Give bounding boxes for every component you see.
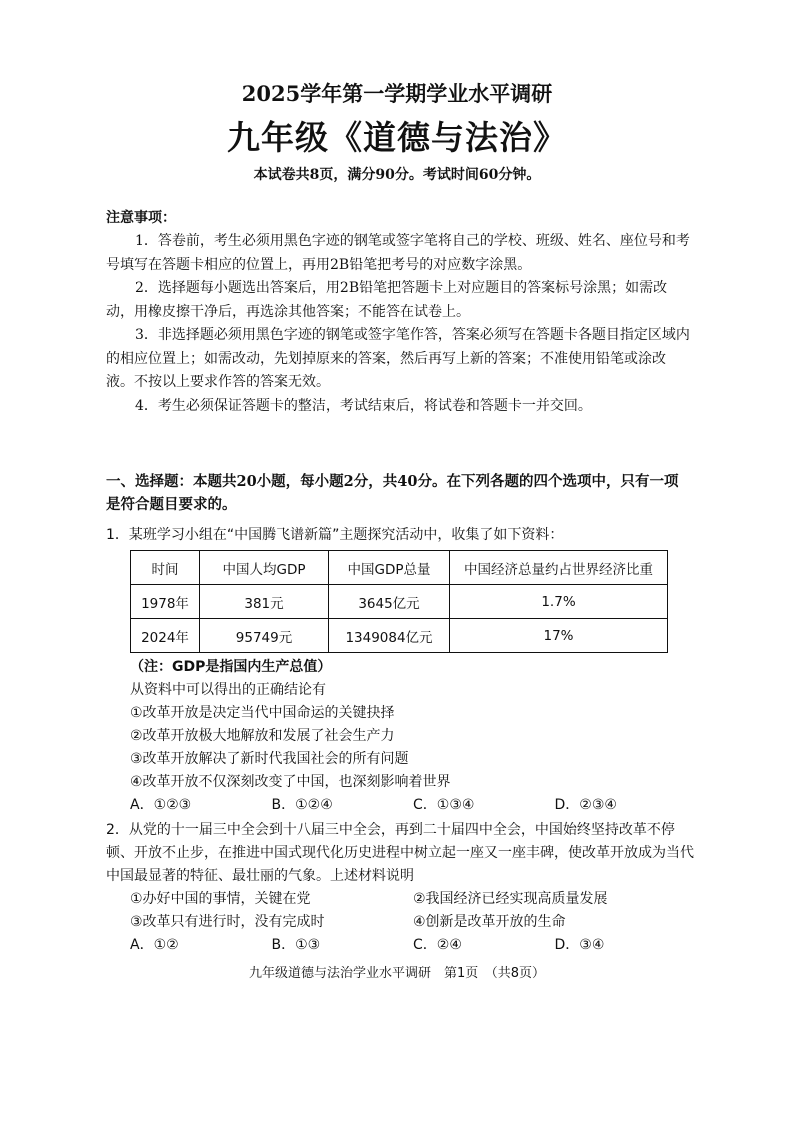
answer-options xyxy=(106,934,696,957)
table-header: 中国GDP总量 xyxy=(329,551,450,585)
notice-item: 2．选择题每小题选出答案后，用2B铅笔把答题卡上对应题目的答案标号涂黑；如需改动，用橡皮擦干净后，再选涂其他答案；不能答在试卷上。 xyxy=(106,280,668,320)
question-stem: 2．从党的十一届三中全会到十八届三中全会，再到二十届四中全会，中国始终坚持改革不停顿、开放不止步，在推进中国式现代化历史进程中树立起一座又一座丰碑，使改革开放成为当代中国最显著的特征、最壮丽的气象。上述材料说明 xyxy=(106,822,694,884)
statement-row xyxy=(106,888,696,911)
table-header: 时间 xyxy=(131,551,200,585)
page-footer: 九年级道德与法治学业水平调研 第1页 （共8页） xyxy=(248,966,546,981)
option-b: B．①②④ xyxy=(271,797,333,813)
notice-heading: 注意事项： xyxy=(106,210,176,226)
answer-options xyxy=(106,794,696,817)
notice-item: 4．考生必须保证答题卡的整洁，考试结束后，将试卷和答题卡一并交回。 xyxy=(135,397,592,414)
option-d: D．②③④ xyxy=(554,797,617,813)
table-cell: 1.7% xyxy=(450,585,668,619)
table-row xyxy=(131,619,668,653)
table-cell: 1349084亿元 xyxy=(329,619,450,653)
notice-item: 3．非选择题必须用黑色字迹的钢笔或签字笔作答，答案必须写在答题卡各题目指定区域内的相应位置上；如需改动，先划掉原来的答案，然后再写上新的答案；不准使用铅笔或涂改液。不按以上要求作答的答案无效。 xyxy=(106,327,690,390)
table-cell: 381元 xyxy=(200,585,329,619)
question-1-stem xyxy=(106,524,696,547)
option-c: C．②④ xyxy=(413,937,462,953)
table-cell: 2024年 xyxy=(131,619,200,653)
subject-title: 九年级《道德与法治》 xyxy=(227,118,567,157)
notice-item: 1．答卷前，考生必须用黑色字迹的钢笔或签字笔将自己的学校、班级、姓名、座位号和考号填写在答题卡相应的位置上，再用2B铅笔把考号的对应数字涂黑。 xyxy=(106,233,690,273)
statement: ②我国经济已经实现高质量发展 xyxy=(413,891,608,907)
table-header: 中国经济总量约占世界经济比重 xyxy=(450,551,668,585)
option-b: B．①③ xyxy=(271,937,321,953)
option-d: D．③④ xyxy=(554,937,605,953)
table-header-row xyxy=(131,551,668,585)
table-cell: 95749元 xyxy=(200,619,329,653)
gdp-table xyxy=(130,550,668,653)
statement: ④改革开放不仅深刻改变了中国，也深刻影响着世界 xyxy=(130,774,451,790)
option-c: C．①③④ xyxy=(413,797,475,813)
table-cell: 17% xyxy=(450,619,668,653)
question-2 xyxy=(106,819,696,957)
table-header: 中国人均GDP xyxy=(200,551,329,585)
statement: ③改革开放解决了新时代我国社会的所有问题 xyxy=(130,751,409,767)
statement-row xyxy=(106,911,696,934)
section-heading: 一、选择题：本题共20小题，每小题2分，共40分。在下列各题的四个选项中，只有一项是符合题目要求的。 xyxy=(106,473,679,513)
statement: ③改革只有进行时，没有完成时 xyxy=(130,914,325,930)
question-prompt: 从资料中可以得出的正确结论有 xyxy=(130,682,326,698)
exam-info: 本试卷共8页，满分90分。考试时间60分钟。 xyxy=(253,167,541,183)
table-cell: 3645亿元 xyxy=(329,585,450,619)
statement: ②改革开放极大地解放和发展了社会生产力 xyxy=(130,728,395,744)
question-1-body xyxy=(106,656,696,817)
question-stem: 1．某班学习小组在“中国腾飞谱新篇”主题探究活动中，收集了如下资料： xyxy=(106,527,564,543)
table-note: （注：GDP是指国内生产总值） xyxy=(130,659,332,675)
statement: ④创新是改革开放的生命 xyxy=(413,914,566,930)
exam-title: 2025学年第一学期学业水平调研 xyxy=(241,81,553,106)
option-a: A．①②③ xyxy=(130,797,192,813)
option-a: A．①② xyxy=(130,937,179,953)
statement: ①改革开放是决定当代中国命运的关键抉择 xyxy=(130,705,395,721)
table-cell: 1978年 xyxy=(131,585,200,619)
table-row xyxy=(131,585,668,619)
notice-list xyxy=(106,230,691,418)
statement: ①办好中国的事情，关键在党 xyxy=(130,891,311,907)
